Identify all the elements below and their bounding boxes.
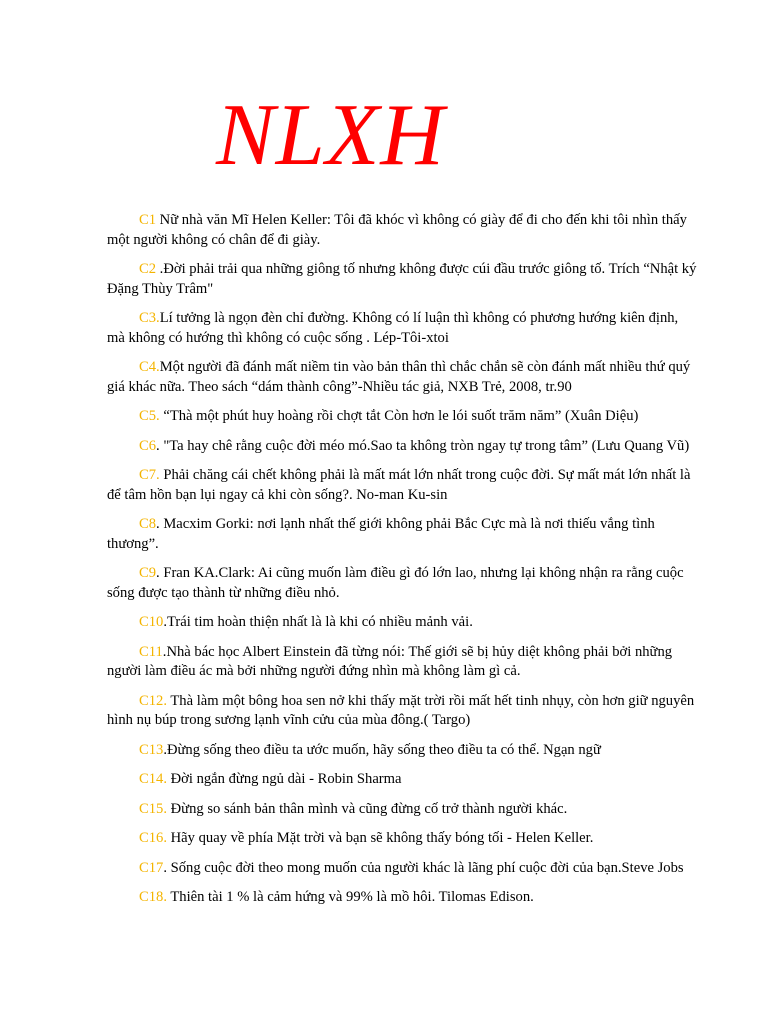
quote-item bbox=[107, 358, 697, 397]
quote-label: C7. bbox=[139, 467, 160, 483]
quote-label: C16. bbox=[139, 830, 167, 846]
quote-list bbox=[107, 211, 697, 918]
quote-text: Đừng so sánh bản thân mình và cũng đừng cố trở thành người khác. bbox=[166, 800, 568, 817]
quote-text: Đời ngắn đừng ngủ dài - Robin Sharma bbox=[166, 771, 402, 787]
quote-label: C3. bbox=[139, 310, 160, 326]
quote-item bbox=[107, 613, 697, 633]
quote-item bbox=[107, 564, 697, 603]
quote-label: C17 bbox=[139, 859, 164, 876]
quote-item bbox=[107, 260, 697, 299]
quote-item bbox=[107, 643, 697, 682]
quote-item bbox=[107, 859, 697, 879]
quote-text: Một người đã đánh mất niềm tin vào bản thân thì chắc chắn sẽ còn đánh mất nhiều thứ quý giá khác nữa. Theo sách “dám thành công”-Nhiều tác giả, NXB Trẻ, 2008, tr.90 bbox=[107, 359, 691, 395]
quote-item bbox=[107, 211, 697, 250]
quote-text: .Trái tim hoàn thiện nhất là là khi có nhiều mảnh vải. bbox=[163, 614, 473, 630]
quote-item bbox=[107, 466, 697, 505]
quote-text: . Sống cuộc đời theo mong muốn của người khác là lãng phí cuộc đời của bạn.Steve Jobs bbox=[163, 859, 684, 876]
quote-label: C11 bbox=[139, 643, 163, 660]
quote-label: C6 bbox=[139, 437, 157, 454]
quote-label: C13 bbox=[139, 741, 164, 758]
quote-item bbox=[107, 800, 697, 820]
quote-label: C1 bbox=[139, 212, 157, 228]
quote-text: . "Ta hay chê rằng cuộc đời méo mó.Sao ta không tròn ngay tự trong tâm” (Lưu Quang Vũ) bbox=[156, 437, 690, 454]
quote-label: C12. bbox=[139, 692, 167, 709]
quote-item bbox=[107, 309, 697, 348]
quote-label: C4. bbox=[139, 359, 160, 375]
quote-text: Thiên tài 1 % là cảm hứng và 99% là mồ hôi. Tilomas Edison. bbox=[166, 889, 534, 905]
quote-label: C5. bbox=[139, 408, 160, 424]
quote-label: C15. bbox=[139, 800, 167, 817]
quote-text: .Nhà bác học Albert Einstein đã từng nói: Thế giới sẽ bị hủy diệt không phải bởi những người làm điều ác mà bởi những người đứng nhìn mà không làm gì cả. bbox=[107, 643, 673, 679]
quote-item bbox=[107, 437, 697, 457]
quote-text: Lí tưởng là ngọn đèn chỉ đường. Không có lí luận thì không có phương hướng kiên định, mà không có hướng thì không có cuộc sống . Lép-Tôi-xtoi bbox=[107, 310, 679, 346]
quote-item bbox=[107, 888, 697, 908]
quote-label: C10 bbox=[139, 614, 164, 630]
quote-item bbox=[107, 407, 697, 427]
quote-text: . Macxim Gorki: nơi lạnh nhất thế giới không phải Bắc Cực mà là nơi thiếu vắng tình thương”. bbox=[107, 516, 655, 552]
quote-text: . Fran KA.Clark: Ai cũng muốn làm điều gì đó lớn lao, nhưng lại không nhận ra rằng cuộc sống được tạo thành từ những điều nhỏ. bbox=[107, 565, 684, 601]
quote-label: C9 bbox=[139, 565, 157, 581]
quote-text: “Thà một phút huy hoàng rồi chợt tắt Còn hơn le lói suốt trăm năm” (Xuân Diệu) bbox=[159, 408, 639, 424]
quote-item bbox=[107, 515, 697, 554]
quote-label: C8 bbox=[139, 516, 157, 532]
quote-text: Hãy quay về phía Mặt trời và bạn sẽ không thấy bóng tối - Helen Keller. bbox=[166, 830, 594, 846]
quote-text: Phải chăng cái chết không phải là mất mát lớn nhất trong cuộc đời. Sự mất mát lớn nhất là để tâm hồn bạn lụi ngay cả khi còn sống?. No-man Ku-sin bbox=[107, 467, 691, 503]
quote-item bbox=[107, 692, 697, 731]
quote-text: .Đừng sống theo điều ta ước muốn, hãy sống theo điều ta có thể. Ngạn ngữ bbox=[163, 741, 601, 758]
quote-label: C2 bbox=[139, 261, 157, 277]
quote-label: C18. bbox=[139, 889, 167, 905]
quote-item bbox=[107, 741, 697, 761]
quote-text: Nữ nhà văn Mĩ Helen Keller: Tôi đã khóc vì không có giày để đi cho đến khi tôi nhìn thấy một người không có chân để đi giày. bbox=[107, 212, 687, 248]
quote-text: Thà làm một bông hoa sen nở khi thấy mặt trời rồi mất hết tinh nhụy, còn hơn giữ nguyên hình nụ búp trong sương lạnh vĩnh cửu của mùa đông.( Targo) bbox=[107, 692, 695, 728]
page-title: NLXH bbox=[216, 87, 445, 184]
quote-item bbox=[107, 829, 697, 849]
quote-label: C14. bbox=[139, 771, 167, 787]
quote-item bbox=[107, 770, 697, 790]
quote-text: .Đời phải trải qua những giông tố nhưng không được cúi đầu trước giông tố. Trích “Nhật ký Đặng Thùy Trâm" bbox=[107, 261, 697, 297]
